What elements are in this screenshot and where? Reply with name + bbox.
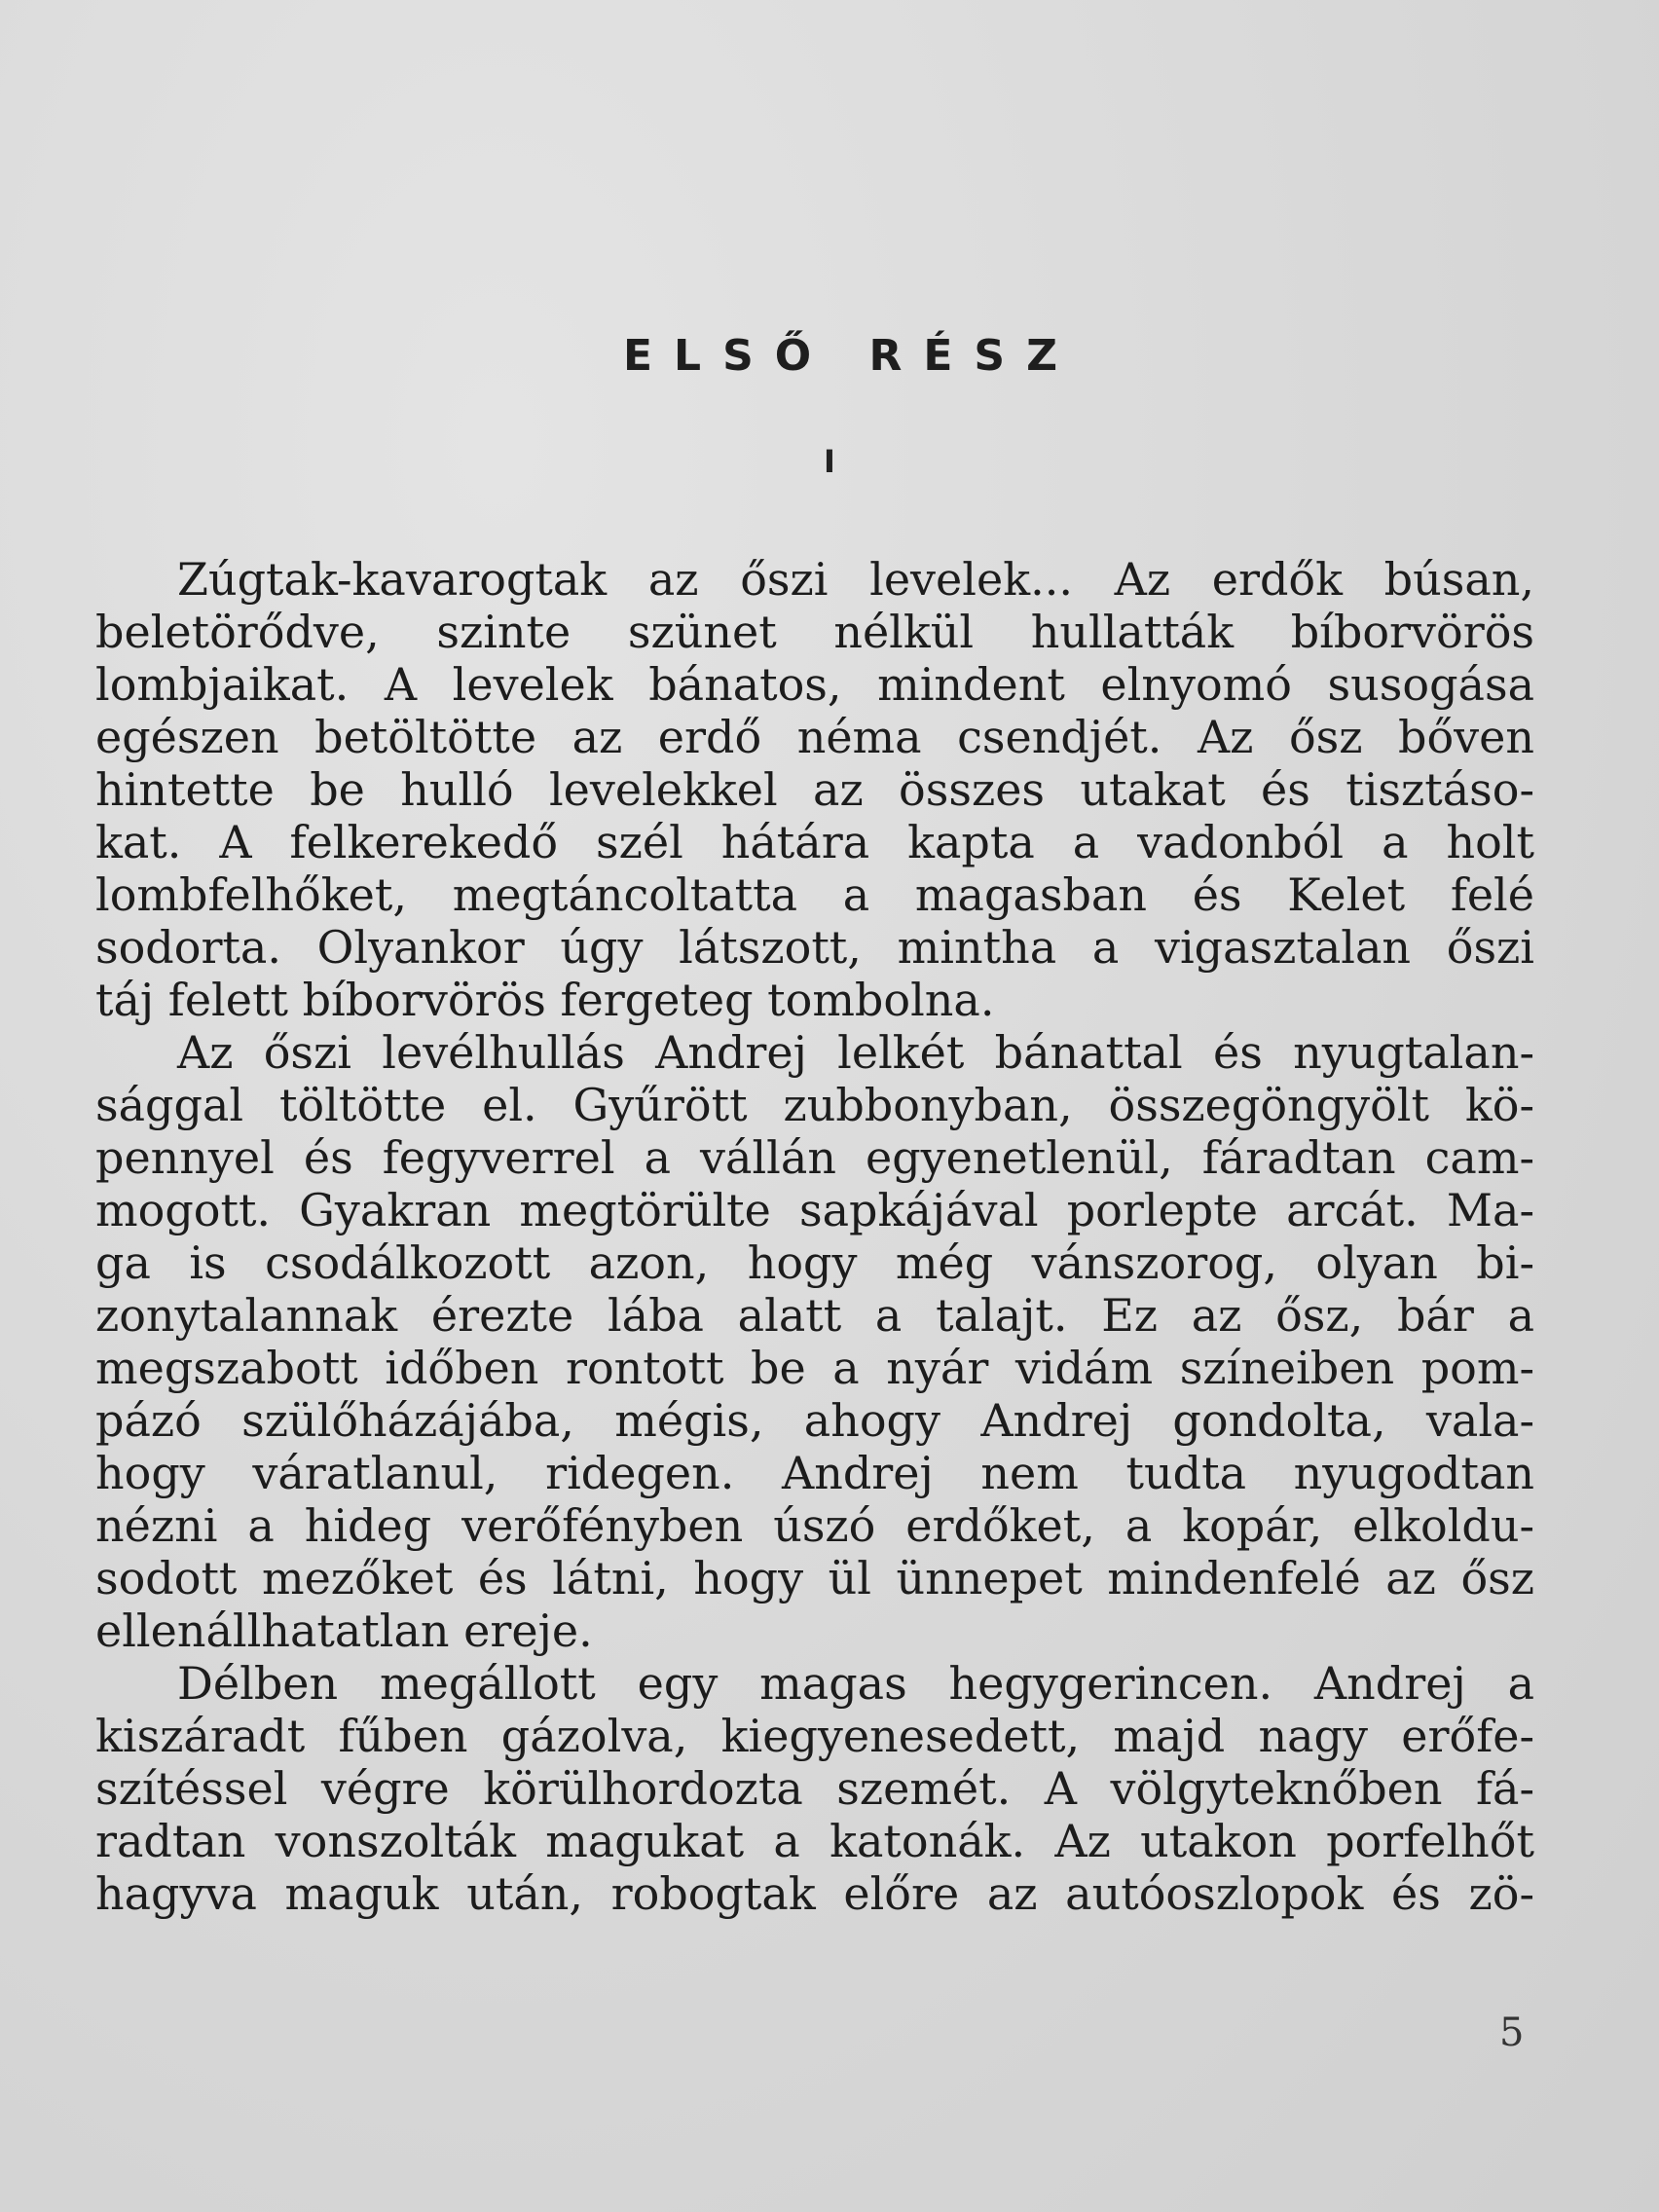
- text-line: hagyva maguk után, robogtak előre az autóoszlopok és zö-: [95, 1867, 1534, 1920]
- text-line: beletörődve, szinte szünet nélkül hullatták bíborvörös: [95, 606, 1534, 658]
- text-line: zonytalannak érezte lába alatt a talajt. Ez az ősz, bár a: [95, 1289, 1534, 1342]
- text-line: sággal töltötte el. Gyűrött zubbonyban, összegöngyölt kö-: [95, 1079, 1534, 1131]
- text-line: sodott mezőket és látni, hogy ül ünnepet mindenfelé az ősz: [95, 1552, 1534, 1604]
- text-line: hogy váratlanul, ridegen. Andrej nem tudta nyugodtan: [95, 1447, 1534, 1499]
- paragraph-2: [95, 1026, 1534, 1657]
- text-line: lombjaikat. A levelek bánatos, mindent elnyomó susogása: [95, 658, 1534, 711]
- body-text: [95, 553, 1534, 1920]
- text-line: kat. A felkerekedő szél hátára kapta a vadonból a holt: [95, 816, 1534, 868]
- text-line: szítéssel végre körülhordozta szemét. A völgyteknőben fá-: [95, 1762, 1534, 1815]
- text-line: lombfelhőket, megtáncoltatta a magasban és Kelet felé: [95, 868, 1534, 921]
- text-line: táj felett bíborvörös fergeteg tombolna.: [95, 974, 995, 1026]
- text-line: egészen betöltötte az erdő néma csendjét. Az ősz bőven: [95, 711, 1534, 763]
- text-line: megszabott időben rontott be a nyár vidám színeiben pom-: [95, 1342, 1534, 1394]
- text-line: Zúgtak-kavarogtak az őszi levelek... Az erdők búsan,: [177, 553, 1534, 606]
- chapter-number: I: [824, 443, 835, 480]
- text-line: Délben megállott egy magas hegygerincen. Andrej a: [177, 1657, 1534, 1710]
- text-line: nézni a hideg verőfényben úszó erdőket, a kopár, elkoldu-: [95, 1499, 1534, 1552]
- paragraph-3: [95, 1657, 1534, 1920]
- text-line: hintette be hulló levelekkel az összes utakat és tisztáso-: [95, 763, 1534, 816]
- text-line: pennyel és fegyverrel a vállán egyenetlenül, fáradtan cam-: [95, 1131, 1534, 1184]
- text-line: ellenállhatatlan ereje.: [95, 1604, 593, 1657]
- text-line: radtan vonszolták magukat a katonák. Az utakon porfelhőt: [95, 1815, 1534, 1867]
- paragraph-1: [95, 553, 1534, 1026]
- text-line: ga is csodálkozott azon, hogy még vánszorog, olyan bi-: [95, 1236, 1534, 1289]
- text-line: pázó szülőházájába, mégis, ahogy Andrej gondolta, vala-: [95, 1394, 1534, 1447]
- text-line: Az őszi levélhullás Andrej lelkét bánattal és nyugtalan-: [177, 1026, 1534, 1079]
- text-line: mogott. Gyakran megtörülte sapkájával porlepte arcát. Ma-: [95, 1184, 1534, 1236]
- text-line: kiszáradt fűben gázolva, kiegyenesedett, majd nagy erőfe-: [95, 1710, 1534, 1762]
- part-title: ELSŐ RÉSZ: [622, 331, 1080, 381]
- page-number: 5: [1499, 2010, 1525, 2055]
- text-line: sodorta. Olyankor úgy látszott, mintha a vigasztalan őszi: [95, 921, 1534, 974]
